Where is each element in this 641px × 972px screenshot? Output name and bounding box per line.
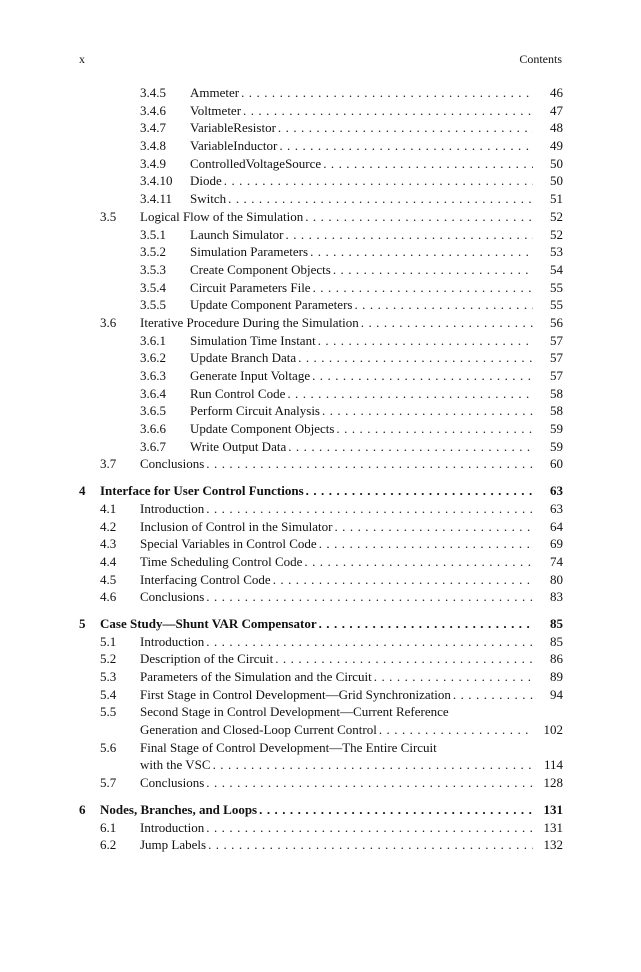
toc-entry-title: Run Control Code [190,385,286,401]
dot-leader [206,588,563,606]
toc-entry-title: VariableInductor [190,138,278,154]
dot-leader [333,261,563,279]
toc-entry[interactable] [79,553,563,571]
toc-entry-title: Circuit Parameters File [190,279,311,295]
toc-entry-title: ControlledVoltageSource [190,155,322,171]
toc-entry-number: 4.4 [100,553,117,569]
toc-entry[interactable] [79,296,563,314]
toc-entry-number: 3.5.2 [140,244,166,260]
toc-entry-page: 49 [533,137,563,155]
toc-entry-title: Simulation Time Instant [190,332,316,348]
toc-entry-number: 6.1 [100,819,117,835]
toc-chapter-entry[interactable] [79,615,563,633]
toc-entry-page: 57 [533,367,563,385]
toc-entry[interactable] [79,518,563,536]
toc-entry-title: Generation and Closed-Loop Current Control [140,722,377,738]
toc-entry-title: Introduction [140,500,205,516]
chapter-gap [79,473,563,482]
toc-entry[interactable] [79,208,563,226]
toc-entry-number: 3.5.3 [140,261,166,277]
dot-leader [319,615,563,633]
toc-entry-title: Final Stage of Control Development—The Entire Circuit [140,739,437,755]
toc-entry[interactable] [79,420,563,438]
dot-leader [312,367,563,385]
toc-entry-page: 74 [533,553,563,571]
toc-entry-number: 3.4.10 [140,173,173,189]
dot-leader [206,819,563,837]
toc-entry-title: Second Stage in Control Development—Current Reference [140,704,449,720]
toc-entry-page: 52 [533,226,563,244]
toc-entry-title: Nodes, Branches, and Loops [100,801,258,817]
dot-leader [279,137,563,155]
dot-leader [213,756,563,774]
toc-entry-number: 3.6.4 [140,385,166,401]
toc-entry[interactable] [79,137,563,155]
toc-entry-number: 3.6.1 [140,332,166,348]
toc-entry-page: 56 [533,314,563,332]
toc-entry-title: Introduction [140,819,205,835]
toc-entry[interactable] [79,668,563,686]
toc-entry-page: 57 [533,349,563,367]
dot-leader [241,84,563,102]
toc-entry-number: 3.4.7 [140,120,166,136]
dot-leader [319,535,563,553]
toc-entry-title: Simulation Parameters [190,244,309,260]
toc-entry-title: Write Output Data [190,438,287,454]
toc-entry-page: 50 [533,155,563,173]
toc-entry[interactable] [79,367,563,385]
toc-entry-page: 80 [533,571,563,589]
toc-entry-title: Update Component Parameters [190,297,353,313]
toc-entry[interactable] [79,84,563,102]
toc-entry-page: 85 [533,633,563,651]
toc-entry-number: 3.4.9 [140,155,166,171]
toc-entry-page: 54 [533,261,563,279]
dot-leader [334,518,563,536]
dot-leader [451,703,563,721]
dot-leader [273,571,563,589]
toc-entry[interactable] [79,349,563,367]
toc-entry[interactable] [79,119,563,137]
toc-entry-title: Update Component Objects [190,421,335,437]
toc-entry-number: 3.6.7 [140,438,166,454]
dot-leader [206,774,563,792]
toc-entry-title: Description of the Circuit [140,651,274,667]
toc-chapter-entry[interactable] [79,801,563,819]
toc-entry-page: 47 [533,102,563,120]
toc-entry-page: 63 [533,482,563,500]
dot-leader [206,500,563,518]
toc-entry[interactable] [79,455,563,473]
toc-entry[interactable] [79,774,563,792]
toc-entry-number: 5.4 [100,686,117,702]
toc-entry-title: Switch [190,191,227,207]
toc-entry-number: 3.4.5 [140,85,166,100]
toc-entry[interactable] [79,226,563,244]
toc-entry-title: Logical Flow of the Simulation [140,208,304,224]
toc-entry-page: 52 [533,208,563,226]
toc-entry-number: 3.6.6 [140,421,166,437]
toc-entry-title: Time Scheduling Control Code [140,553,303,569]
toc-entry-page: 132 [533,836,563,854]
toc-entry[interactable] [79,102,563,120]
toc-entry-number: 4.5 [100,571,117,587]
toc-entry-number: 5.7 [100,775,117,791]
toc-entry-page: 102 [533,721,563,739]
table-of-contents [79,84,563,854]
toc-entry-title: Launch Simulator [190,226,284,242]
dot-leader [228,190,563,208]
toc-chapter-entry[interactable] [79,482,563,500]
dot-leader [288,438,563,456]
toc-entry-number: 3.5.4 [140,279,166,295]
toc-entry-number: 3.4.11 [140,191,173,207]
toc-entry[interactable] [79,172,563,190]
toc-entry-page: 131 [533,801,563,819]
toc-entry-page: 51 [533,190,563,208]
toc-entry-page: 58 [533,402,563,420]
dot-leader [323,155,563,173]
toc-entry-title: First Stage in Control Development—Grid Synchronization [140,686,451,702]
toc-entry-page: 50 [533,172,563,190]
toc-entry-title: Perform Circuit Analysis [190,403,320,419]
toc-entry-number: 5.5 [100,704,117,720]
dot-leader [439,739,563,757]
toc-entry[interactable] [79,261,563,279]
chapter-gap [79,606,563,615]
toc-entry-title: Create Component Objects [190,261,331,277]
dot-leader [304,553,563,571]
toc-entry-title: Generate Input Voltage [190,368,311,383]
toc-entry-number: 4.3 [100,536,117,552]
toc-entry[interactable] [79,739,563,757]
dot-leader [275,650,563,668]
toc-entry-title: VariableResistor [190,120,276,136]
toc-entry[interactable] [79,836,563,854]
toc-entry-number: 5.3 [100,669,117,684]
toc-entry-title: Iterative Procedure During the Simulation [140,314,359,330]
dot-leader [278,119,563,137]
toc-entry[interactable] [79,686,563,704]
toc-entry-title: Update Branch Data [190,350,297,366]
toc-entry[interactable] [79,571,563,589]
dot-leader [243,102,563,120]
toc-entry[interactable] [79,190,563,208]
toc-entry-page: 63 [533,500,563,518]
toc-entry[interactable] [79,633,563,651]
toc-entry-page: 86 [533,650,563,668]
dot-leader [286,226,563,244]
toc-entry-number: 3.6 [100,314,117,330]
toc-entry-page: 85 [533,615,563,633]
toc-entry-title: Special Variables in Control Code [140,536,317,552]
toc-entry-page: 55 [533,296,563,314]
toc-entry[interactable] [79,756,563,774]
toc-entry-number: 3.5.5 [140,297,166,313]
toc-entry-number: 3.7 [100,456,117,472]
dot-leader [298,349,563,367]
toc-entry-page: 69 [533,535,563,553]
toc-entry-page: 57 [533,332,563,350]
toc-entry-page: 59 [533,420,563,438]
dot-leader [310,243,563,261]
toc-entry[interactable] [79,500,563,518]
toc-entry[interactable] [79,650,563,668]
toc-entry[interactable] [79,819,563,837]
toc-entry-page: 58 [533,385,563,403]
toc-entry-page: 114 [533,756,563,774]
toc-entry[interactable] [79,314,563,332]
dot-leader [318,332,563,350]
toc-entry-number: 5.6 [100,739,117,755]
running-head: Contents [519,52,562,66]
toc-entry[interactable] [79,438,563,456]
dot-leader [206,633,563,651]
toc-entry-number: 4.2 [100,518,117,534]
toc-entry[interactable] [79,535,563,553]
toc-entry-number: 3.6.3 [140,368,166,383]
dot-leader [208,836,563,854]
toc-entry[interactable] [79,703,563,721]
toc-entry-page: 89 [533,668,563,686]
toc-entry-page: 83 [533,588,563,606]
toc-entry-page: 128 [533,774,563,792]
toc-entry-title: Interface for User Control Functions [100,483,304,499]
dot-leader [354,296,563,314]
toc-entry-title: Conclusions [140,775,205,791]
toc-entry-number: 3.6.5 [140,403,166,419]
dot-leader [287,385,563,403]
toc-entry-title: Case Study—Shunt VAR Compensator [100,615,317,631]
dot-leader [224,172,563,190]
toc-entry-number: 6.2 [100,837,117,853]
toc-entry-title: Jump Labels [140,837,207,853]
toc-entry[interactable] [79,385,563,403]
dot-leader [322,402,563,420]
toc-entry-page: 64 [533,518,563,536]
dot-leader [206,455,563,473]
toc-entry-number: 3.4.6 [140,102,166,118]
dot-leader [305,208,563,226]
toc-entry-number: 5.1 [100,633,117,649]
toc-entry-page: 53 [533,243,563,261]
toc-entry-number: 3.5.1 [140,226,166,242]
chapter-gap [79,792,563,801]
dot-leader [336,420,563,438]
toc-entry[interactable] [79,279,563,297]
toc-entry-page: 131 [533,819,563,837]
toc-entry-title: Conclusions [140,589,205,605]
toc-entry-number: 5 [79,615,86,631]
page-header [79,52,562,68]
toc-entry-number: 4 [79,483,86,499]
dot-leader [259,801,563,819]
toc-entry-page: 94 [533,686,563,704]
toc-entry[interactable] [79,402,563,420]
toc-entry-number: 6 [79,801,86,817]
toc-entry-title: Inclusion of Control in the Simulator [140,518,333,534]
toc-entry-number: 4.1 [100,500,117,516]
toc-entry-page: 55 [533,279,563,297]
toc-entry[interactable] [79,332,563,350]
toc-entry[interactable] [79,155,563,173]
toc-entry[interactable] [79,588,563,606]
toc-entry-title: Parameters of the Simulation and the Circuit [140,669,372,684]
toc-entry[interactable] [79,721,563,739]
toc-entry-number: 3.6.2 [140,350,166,366]
toc-entry-page: 60 [533,455,563,473]
toc-entry-number: 3.4.8 [140,138,166,154]
toc-entry-title: Introduction [140,633,205,649]
toc-entry-page: 59 [533,438,563,456]
toc-entry-title: Interfacing Control Code [140,571,271,587]
toc-entry-number: 4.6 [100,589,117,605]
toc-entry-title: Voltmeter [190,102,242,118]
page-number: x [79,52,85,66]
toc-entry-title: Ammeter [190,85,240,100]
toc-entry-page: 46 [533,84,563,102]
toc-entry-number: 3.5 [100,208,117,224]
toc-entry-page: 48 [533,119,563,137]
dot-leader [306,482,563,500]
toc-entry-title: with the VSC [140,757,211,773]
toc-entry-title: Diode [190,173,222,189]
toc-entry[interactable] [79,243,563,261]
toc-entry-title: Conclusions [140,456,205,472]
toc-entry-number: 5.2 [100,651,117,667]
dot-leader [313,279,563,297]
